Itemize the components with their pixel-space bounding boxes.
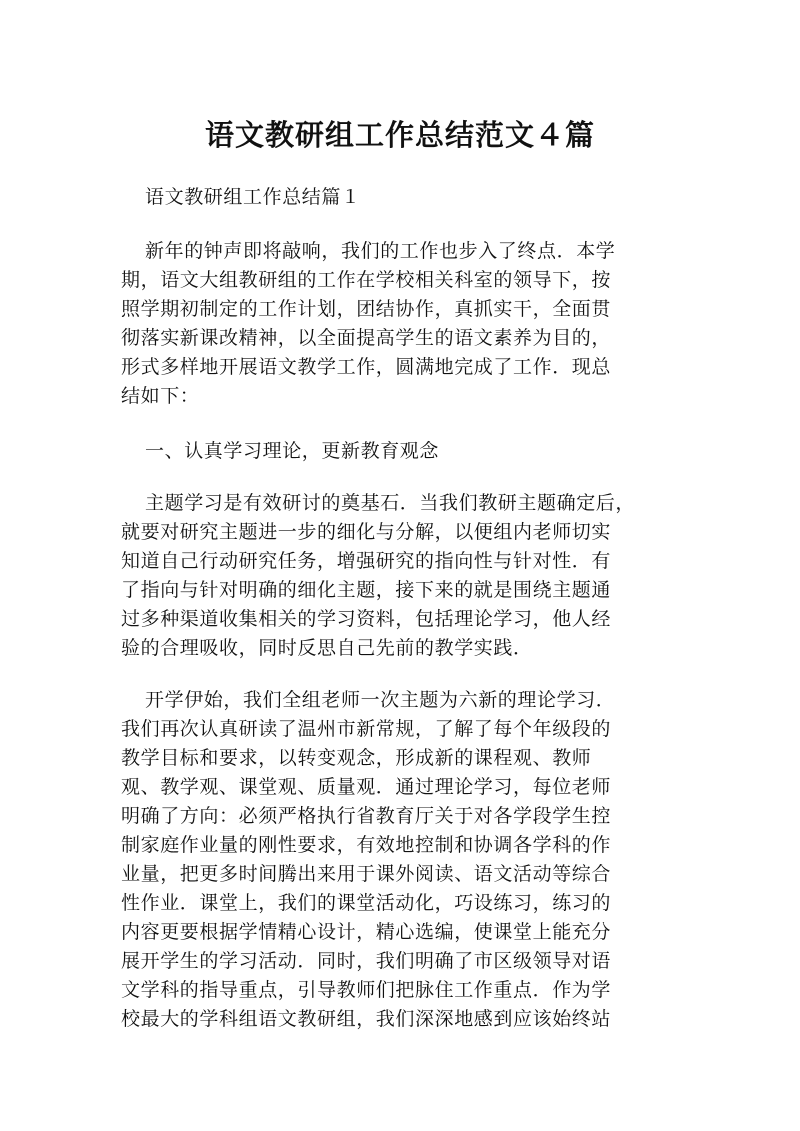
paragraph-1 <box>121 237 665 411</box>
subheading-line: 一、认真学习理论，更新教育观念 <box>145 440 440 462</box>
paragraph-line: 新年的钟声即将敲响，我们的工作也步入了终点．本学 <box>145 240 616 262</box>
paragraph-line: 验的合理吸收，同时反思自己先前的教学实践． <box>121 637 533 659</box>
paragraph-line: 期，语文大组教研组的工作在学校相关科室的领导下，按 <box>121 269 612 291</box>
paragraph-line: 结如下： <box>121 385 200 407</box>
paragraph-line: 观、教学观、课堂观、质量观．通过理论学习，每位老师 <box>121 776 612 798</box>
document-title: 语文教研组工作总结范文４篇 <box>204 118 595 152</box>
paragraph-line: 知道自己行动研究任务，增强研究的指向性与针对性．有 <box>121 550 612 572</box>
paragraph-2 <box>145 437 665 466</box>
paragraph-line: 校最大的学科组语文教研组，我们深深地感到应该始终站 <box>121 1008 612 1030</box>
paragraph-line: 业量，把更多时间腾出来用于课外阅读、语文活动等综合 <box>121 863 612 885</box>
paragraph-line: 制家庭作业量的刚性要求，有效地控制和协调各学科的作 <box>121 834 612 856</box>
paragraph-line: 开学伊始，我们全组老师一次主题为六新的理论学习． <box>145 689 616 711</box>
section-heading <box>145 183 665 212</box>
paragraph-line: 过多种渠道收集相关的学习资料，包括理论学习，他人经 <box>121 608 612 630</box>
paragraph-line: 照学期初制定的工作计划，团结协作，真抓实干，全面贯 <box>121 298 612 320</box>
paragraph-line: 了指向与针对明确的细化主题，接下来的就是围绕主题通 <box>121 579 612 601</box>
paragraph-line: 展开学生的学习活动．同时，我们明确了市区级领导对语 <box>121 950 612 972</box>
paragraph-line: 明确了方向：必须严格执行省教育厅关于对各学段学生控 <box>121 805 612 827</box>
paragraph-line: 就要对研究主题进一步的细化与分解，以便组内老师切实 <box>121 521 612 543</box>
paragraph-line: 彻落实新课改精神，以全面提高学生的语文素养为目的， <box>121 327 612 349</box>
paragraph-line: 我们再次认真研读了温州市新常规，了解了每个年级段的 <box>121 718 612 740</box>
paragraph-line: 主题学习是有效研讨的奠基石．当我们教研主题确定后， <box>145 492 636 514</box>
section-heading-text: 语文教研组工作总结篇１ <box>145 186 361 208</box>
paragraph-line: 内容更要根据学情精心设计，精心选编，使课堂上能充分 <box>121 921 612 943</box>
paragraph-3 <box>121 489 665 663</box>
paragraph-line: 文学科的指导重点，引导教师们把脉住工作重点．作为学 <box>121 979 612 1001</box>
paragraph-line: 教学目标和要求，以转变观念，形成新的课程观、教师 <box>121 747 592 769</box>
paragraph-line: 形式多样地开展语文教学工作，圆满地完成了工作．现总 <box>121 356 612 378</box>
paragraph-line: 性作业．课堂上，我们的课堂活动化，巧设练习，练习的 <box>121 892 612 914</box>
paragraph-4 <box>121 686 665 1034</box>
